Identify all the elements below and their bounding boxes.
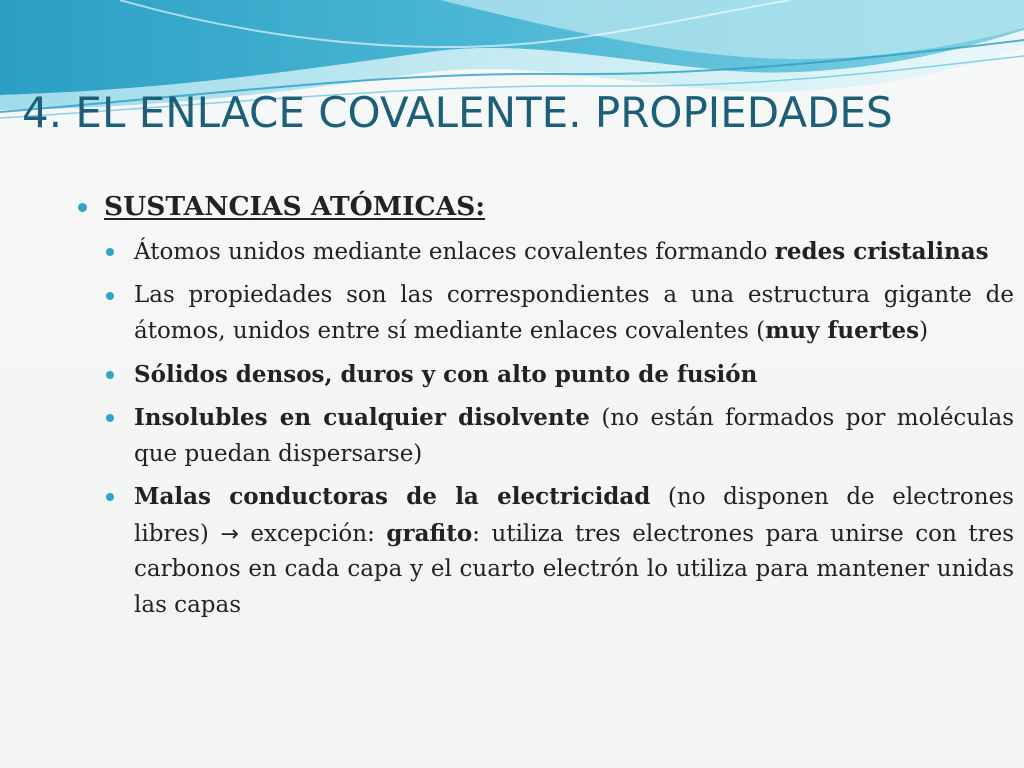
item-bold-text: muy fuertes — [765, 317, 920, 344]
item-text: (no disponen de electrones libres) — [134, 484, 1014, 547]
item-text: Átomos unidos mediante enlaces covalentes formando — [134, 239, 775, 265]
bullet-icon — [78, 203, 87, 212]
list-item-propiedades — [78, 278, 1014, 350]
slide-content — [78, 188, 1014, 630]
bullet-icon — [106, 414, 114, 422]
slide-title: 4. EL ENLACE COVALENTE. PROPIEDADES — [22, 88, 893, 137]
property-list — [78, 234, 1014, 623]
item-bold-text: redes cristalinas — [774, 238, 989, 265]
bullet-icon — [106, 371, 114, 379]
section-heading: SUSTANCIAS ATÓMICAS: — [104, 191, 486, 222]
arrow-right-icon: → — [220, 521, 239, 547]
list-item-solidos — [78, 357, 1014, 394]
section-heading-item — [78, 188, 1014, 226]
list-item-redes-cristalinas — [78, 234, 1014, 271]
item-text: : utiliza tres electrones para unirse con tres carbonos en cada capa y el cuarto electrón lo utiliza para mantener unidas las capas — [134, 520, 1014, 618]
item-bold-text: Malas conductoras de la electricidad — [134, 483, 651, 510]
bullet-icon — [106, 292, 114, 300]
item-text: excepción: — [238, 520, 387, 547]
item-text: Las propiedades son las correspondientes a una estructura gigante de átomos, unidos entre sí mediante enlaces covalentes ( — [134, 281, 1014, 344]
item-text: (no están formados por moléculas que puedan dispersarse) — [134, 405, 1014, 467]
item-bold-text: Insolubles en cualquier disolvente — [134, 404, 590, 431]
list-item-insolubles — [78, 400, 1014, 472]
item-bold-text: grafito — [386, 519, 473, 547]
list-item-malas-conductoras — [78, 479, 1014, 623]
bullet-icon — [106, 248, 114, 256]
bullet-icon — [106, 493, 114, 501]
item-bold-text: Sólidos densos, duros y con alto punto de fusión — [134, 360, 758, 388]
item-text: ) — [919, 318, 929, 344]
